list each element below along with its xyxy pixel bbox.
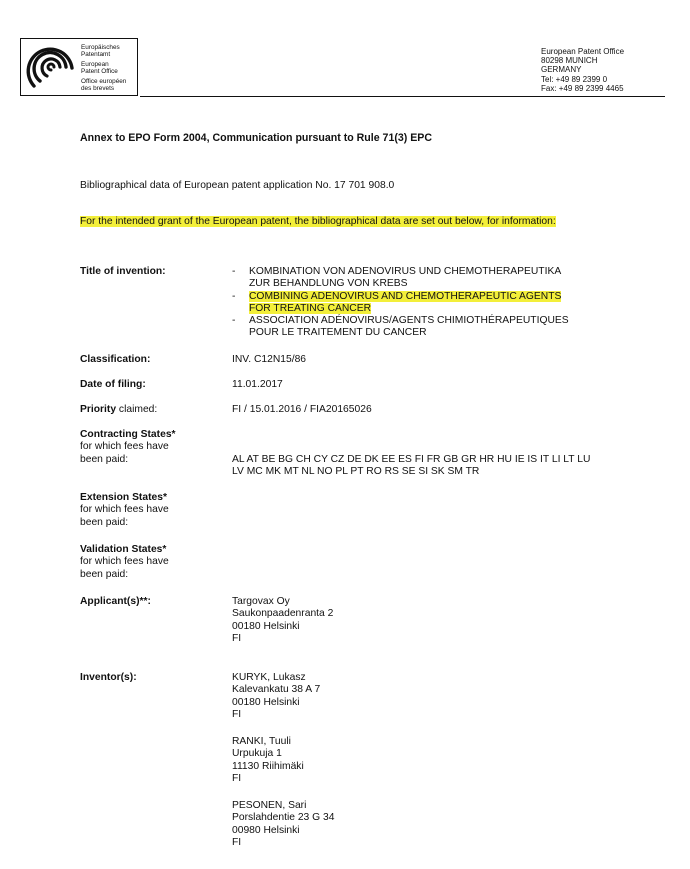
priority-value: FI / 15.01.2016 / FIA20165026: [232, 404, 372, 415]
highlighted-title-line2: FOR TREATING CANCER: [249, 302, 372, 314]
title-item-en: - COMBINING ADENOVIRUS AND CHEMOTHERAPEUTIC AGENTS FOR TREATING CANCER: [232, 290, 562, 314]
inventor-3: PESONEN, Sari Porslahdentie 23 G 34 00980 Helsinki FI: [232, 800, 335, 848]
classification-label: Classification:: [80, 354, 151, 365]
inventor-2: RANKI, Tuuli Urpukuja 1 11130 Riihimäki FI: [232, 736, 304, 784]
title-item-fr: - ASSOCIATION ADÉNOVIRUS/AGENTS CHIMIOTHÉRAPEUTIQUES POUR LE TRAITEMENT DU CANCER: [232, 315, 569, 339]
intended-grant-note: [80, 216, 556, 227]
applicant-address: Targovax Oy Saukonpaadenranta 2 00180 Helsinki FI: [232, 596, 334, 644]
header-divider: [140, 96, 665, 97]
inventor-1: KURYK, Lukasz Kalevankatu 38 A 7 00180 Helsinki FI: [232, 672, 321, 720]
filing-date-label: Date of filing:: [80, 379, 146, 390]
application-number-line: Bibliographical data of European patent application No. 17 701 908.0: [80, 180, 395, 191]
epo-spiral-icon: [25, 43, 77, 91]
priority-label: Priority claimed:: [80, 404, 158, 415]
title-of-invention-label: Title of invention:: [80, 266, 166, 277]
inventors-label: Inventor(s):: [80, 672, 137, 683]
epo-logo: [20, 38, 138, 96]
classification-value: INV. C12N15/86: [232, 354, 307, 365]
office-address: European Patent Office 80298 MUNICH GERMANY Tel: +49 89 2399 0 Fax: +49 89 2399 4465: [541, 47, 625, 93]
extension-states-label: Extension States* for which fees have been paid:: [80, 492, 169, 528]
highlighted-text: For the intended grant of the European patent, the bibliographical data are set out below, for information:: [80, 216, 556, 227]
contracting-states-value: AL AT BE BG CH CY CZ DE DK EE ES FI FR GB GR HR HU IE IS IT LI LT LU LV MC MK MT NL NO PL PT RO RS SE SI SK SM TR: [232, 454, 591, 478]
form-title: Annex to EPO Form 2004, Communication pursuant to Rule 71(3) EPC: [80, 132, 433, 144]
validation-states-label: Validation States* for which fees have been paid:: [80, 544, 169, 580]
title-of-invention-list: [232, 266, 569, 340]
title-item-de: - KOMBINATION VON ADENOVIRUS UND CHEMOTHERAPEUTIKA ZUR BEHANDLUNG VON KREBS: [232, 266, 562, 290]
epo-logo-text: Europäisches Patentamt European Patent Office Office européen des brevets: [81, 44, 127, 92]
filing-date-value: 11.01.2017: [232, 379, 283, 390]
contracting-states-label: Contracting States* for which fees have been paid:: [80, 429, 176, 465]
highlighted-title-line1: COMBINING ADENOVIRUS AND CHEMOTHERAPEUTIC AGENTS: [249, 290, 562, 302]
applicant-label: Applicant(s)**:: [80, 596, 151, 607]
